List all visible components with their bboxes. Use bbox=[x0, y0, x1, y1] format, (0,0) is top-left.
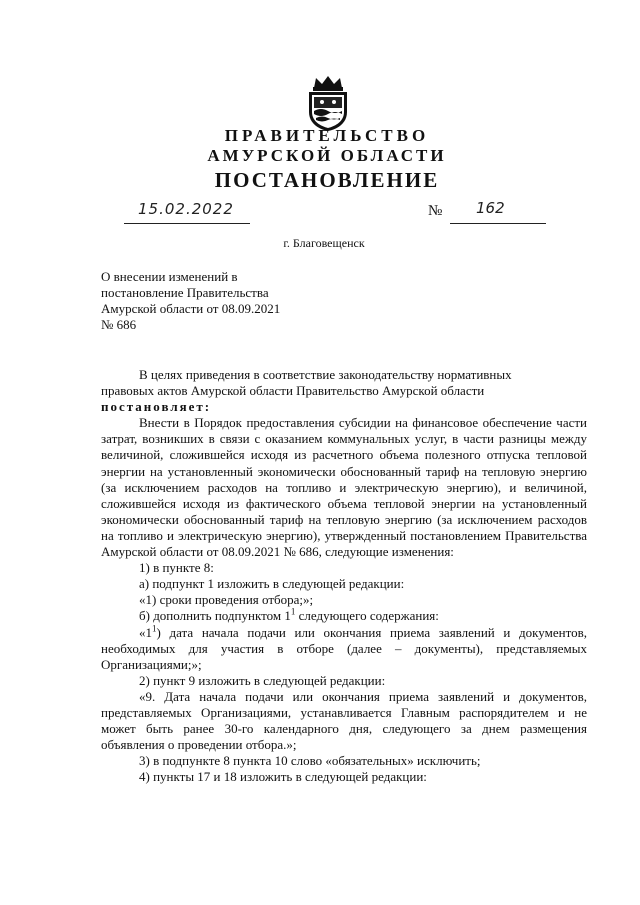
subject-line: № 686 bbox=[101, 317, 137, 332]
number-sign: № bbox=[428, 203, 443, 219]
main-paragraph: Внести в Порядок предоставления субсидии на финансовое обеспечение части затрат, возникших в связи с оказанием коммунальных услуг, в части разницы между величиной, сложившейся исходя из расчетного объема полезного отпуска тепловой энергии на установленный экономически обоснованный тариф на тепловую энергию (за исключением расходов на топливо и электрическую энергию), и величиной, сложившейся исходя из фактического объема тепловой энергии на установленный экономически обоснованный тариф на тепловую энергию (за исключением расходов на топливо и электрическую энергию), утвержденный постановлением Правительства Амурской области от 08.09.2021 № 686, следующие изменения: bbox=[101, 415, 587, 560]
list-item: 4) пункты 17 и 18 изложить в следующей редакции: bbox=[139, 769, 427, 785]
subject-line: Амурской области от 08.09.2021 bbox=[101, 301, 281, 316]
document-body bbox=[101, 367, 587, 785]
coat-of-arms-icon bbox=[302, 74, 354, 132]
city-name: г. Благовещенск bbox=[283, 236, 365, 250]
superscript: 1 bbox=[290, 607, 296, 618]
quoted-text: «9. Дата начала подачи или окончания приема заявлений и документов, представляемых Организациями, устанавливается Главным распорядителем и не может быть ранее 30-го календарного дня, следующего за днем размещения объявления о проведении отбора.»; bbox=[101, 688, 587, 753]
list-item: а) подпункт 1 изложить в следующей редакции: bbox=[139, 576, 405, 592]
list-item: 2) пункт 9 изложить в следующей редакции: bbox=[139, 672, 386, 688]
list-item-text: б) дополнить подпунктом 1 bbox=[139, 608, 291, 624]
superscript: 1 bbox=[152, 623, 157, 634]
list-item: 3) в подпункте 8 пункта 10 слово «обязательных» исключить; bbox=[139, 753, 481, 769]
list-item-text: следующего содержания: bbox=[295, 608, 439, 624]
subject-line: О внесении изменений в bbox=[101, 269, 238, 284]
quoted-text bbox=[101, 625, 587, 673]
document-number: 162 bbox=[476, 199, 505, 217]
preamble-line: правовых актов Амурской области Правительство Амурской области bbox=[101, 383, 485, 399]
quoted-text-rest: ) дата начала подачи или окончания приема заявлений и документов, необходимых для участия в отборе (далее – документы), представляемых Организациями;»; bbox=[101, 624, 587, 672]
list-item: 1) в пункте 8: bbox=[139, 560, 214, 576]
list-item bbox=[101, 608, 587, 624]
subject-line: постановление Правительства bbox=[101, 285, 269, 300]
quoted-text-start: «1 bbox=[139, 624, 152, 640]
preamble-line: В целях приведения в соответствие законодательству нормативных bbox=[139, 367, 512, 382]
document-subject bbox=[101, 269, 341, 333]
document-date: 15.02.2022 bbox=[138, 200, 234, 218]
government-title-line1: ПРАВИТЕЛЬСТВО bbox=[224, 126, 430, 145]
quoted-text: «1) сроки проведения отбора;»; bbox=[139, 592, 314, 608]
government-title-line2: АМУРСКОЙ ОБЛАСТИ bbox=[207, 146, 447, 165]
document-type: ПОСТАНОВЛЕНИЕ bbox=[214, 168, 440, 192]
decree-word: постановляет: bbox=[101, 399, 212, 415]
